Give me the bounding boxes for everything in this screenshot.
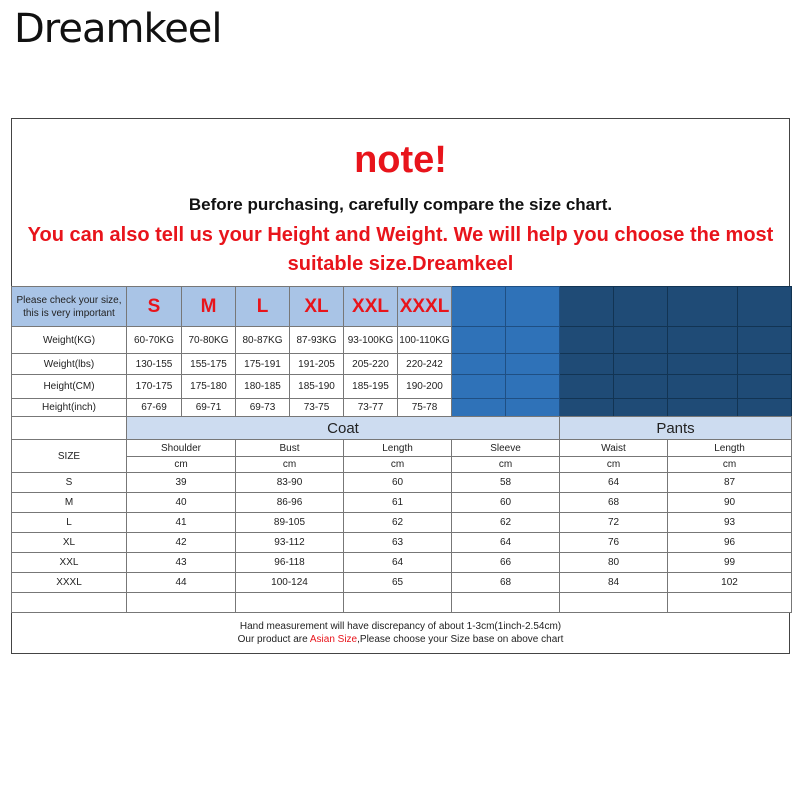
unit-cell: cm — [127, 457, 236, 473]
size-col-header: M — [182, 287, 236, 327]
row-label: Weight(KG) — [12, 327, 127, 354]
notice-line-1: Before purchasing, carefully compare the size chart. — [188, 195, 613, 214]
blank-cell — [344, 593, 452, 613]
table-cell: 100-110KG — [398, 327, 452, 354]
table-row — [12, 513, 792, 533]
table-cell: 175-191 — [236, 354, 290, 375]
size-row — [12, 354, 792, 375]
blank-cell — [668, 327, 738, 354]
blank-row — [12, 593, 792, 613]
table-cell: 90 — [668, 493, 792, 513]
blank-cell — [452, 593, 560, 613]
table-cell: 185-190 — [290, 375, 344, 399]
size-row — [12, 327, 792, 354]
table-cell: 83-90 — [236, 473, 344, 493]
table-cell: 80 — [560, 553, 668, 573]
table-cell: 67-69 — [127, 399, 182, 417]
pants-group-header: Pants — [560, 417, 792, 440]
table-cell: 185-195 — [344, 375, 398, 399]
size-col-header: XL — [290, 287, 344, 327]
blank-cell — [738, 354, 792, 375]
table-cell: 69-71 — [182, 399, 236, 417]
footer-prefix: Our product are — [237, 634, 310, 645]
blank-cell — [452, 327, 506, 354]
column-header: Sleeve — [452, 440, 560, 457]
footer-line-2 — [12, 634, 789, 645]
column-header: Bust — [236, 440, 344, 457]
table-cell: 70-80KG — [182, 327, 236, 354]
table-cell: 80-87KG — [236, 327, 290, 354]
column-header-row — [12, 440, 792, 457]
table-cell: 93-112 — [236, 533, 344, 553]
column-header: Shoulder — [127, 440, 236, 457]
blank-cell — [506, 375, 560, 399]
table-cell: 93 — [668, 513, 792, 533]
size-column-header: SIZE — [12, 440, 127, 473]
unit-cell: cm — [452, 457, 560, 473]
row-label: Height(CM) — [12, 375, 127, 399]
table-cell: 69-73 — [236, 399, 290, 417]
size-cell: S — [12, 473, 127, 493]
table-cell: 62 — [452, 513, 560, 533]
size-cell: L — [12, 513, 127, 533]
blank-cell — [738, 327, 792, 354]
blank-cell — [452, 399, 506, 417]
blank-cell — [614, 287, 668, 327]
size-cell: XL — [12, 533, 127, 553]
blank-cell — [738, 287, 792, 327]
table-cell: 170-175 — [127, 375, 182, 399]
coat-group-header: Coat — [127, 417, 560, 440]
table-cell: 180-185 — [236, 375, 290, 399]
table-cell: 87 — [668, 473, 792, 493]
group-header-row — [12, 417, 792, 440]
size-check-note: Please check your size, this is very important — [12, 287, 127, 327]
blank-cell — [12, 417, 127, 440]
size-table — [11, 286, 792, 417]
size-cell: XXL — [12, 553, 127, 573]
unit-row — [12, 457, 792, 473]
blank-cell — [560, 375, 614, 399]
table-cell: 205-220 — [344, 354, 398, 375]
table-cell: 41 — [127, 513, 236, 533]
table-cell: 65 — [344, 573, 452, 593]
blank-cell — [560, 287, 614, 327]
blank-cell — [668, 287, 738, 327]
table-cell: 102 — [668, 573, 792, 593]
blank-cell — [506, 399, 560, 417]
table-cell: 68 — [560, 493, 668, 513]
blank-cell — [560, 327, 614, 354]
blank-cell — [560, 399, 614, 417]
table-cell: 86-96 — [236, 493, 344, 513]
blank-cell — [560, 354, 614, 375]
table-cell: 93-100KG — [344, 327, 398, 354]
blank-cell — [127, 593, 236, 613]
table-row — [12, 473, 792, 493]
table-cell: 89-105 — [236, 513, 344, 533]
table-cell: 58 — [452, 473, 560, 493]
row-label: Height(inch) — [12, 399, 127, 417]
blank-cell — [668, 399, 738, 417]
table-row — [12, 573, 792, 593]
table-cell: 73-75 — [290, 399, 344, 417]
size-col-header: S — [127, 287, 182, 327]
unit-cell: cm — [668, 457, 792, 473]
size-col-header: XXXL — [398, 287, 452, 327]
footer-line-1: Hand measurement will have discrepancy of about 1-3cm(1inch-2.54cm) — [239, 621, 562, 632]
table-cell: 191-205 — [290, 354, 344, 375]
table-cell: 96-118 — [236, 553, 344, 573]
column-header: Length — [668, 440, 792, 457]
unit-cell: cm — [344, 457, 452, 473]
column-header: Length — [344, 440, 452, 457]
blank-cell — [614, 375, 668, 399]
table-cell: 130-155 — [127, 354, 182, 375]
table-cell: 220-242 — [398, 354, 452, 375]
unit-cell: cm — [236, 457, 344, 473]
table-cell: 66 — [452, 553, 560, 573]
blank-cell — [738, 375, 792, 399]
blank-cell — [506, 287, 560, 327]
table-row — [12, 493, 792, 513]
size-cell: XXXL — [12, 573, 127, 593]
table-cell: 39 — [127, 473, 236, 493]
asian-size-highlight: Asian Size — [309, 634, 358, 645]
table-row — [12, 533, 792, 553]
brand-logo: Dreamkeel — [14, 6, 222, 52]
table-cell: 43 — [127, 553, 236, 573]
row-label: Weight(lbs) — [12, 354, 127, 375]
blank-cell — [506, 327, 560, 354]
size-col-header: L — [236, 287, 290, 327]
table-cell: 100-124 — [236, 573, 344, 593]
blank-cell — [12, 593, 127, 613]
table-cell: 190-200 — [398, 375, 452, 399]
blank-cell — [452, 354, 506, 375]
blank-cell — [614, 399, 668, 417]
table-row — [12, 553, 792, 573]
table-cell: 84 — [560, 573, 668, 593]
blank-cell — [738, 399, 792, 417]
blank-cell — [452, 375, 506, 399]
table-cell: 63 — [344, 533, 452, 553]
table-cell: 64 — [344, 553, 452, 573]
column-header: Waist — [560, 440, 668, 457]
notice-title: note! — [354, 139, 447, 181]
table-cell: 87-93KG — [290, 327, 344, 354]
table-cell: 64 — [452, 533, 560, 553]
table-cell: 72 — [560, 513, 668, 533]
table-cell: 75-78 — [398, 399, 452, 417]
table-cell: 42 — [127, 533, 236, 553]
table-cell: 62 — [344, 513, 452, 533]
table-cell: 96 — [668, 533, 792, 553]
blank-cell — [506, 354, 560, 375]
size-row — [12, 375, 792, 399]
size-chart-sheet — [11, 118, 790, 654]
table-cell: 155-175 — [182, 354, 236, 375]
blank-cell — [452, 287, 506, 327]
table-cell: 73-77 — [344, 399, 398, 417]
blank-cell — [668, 354, 738, 375]
blank-cell — [668, 375, 738, 399]
size-header-row — [12, 287, 792, 327]
table-cell: 40 — [127, 493, 236, 513]
blank-cell — [236, 593, 344, 613]
blank-cell — [614, 354, 668, 375]
table-cell: 64 — [560, 473, 668, 493]
footer-suffix: ,Please choose your Size base on above chart — [357, 634, 564, 645]
size-cell: M — [12, 493, 127, 513]
table-cell: 60 — [344, 473, 452, 493]
table-cell: 175-180 — [182, 375, 236, 399]
unit-cell: cm — [560, 457, 668, 473]
measurement-table — [11, 416, 792, 613]
size-col-header: XXL — [344, 287, 398, 327]
table-cell: 99 — [668, 553, 792, 573]
table-cell: 60-70KG — [127, 327, 182, 354]
notice-line-2: You can also tell us your Height and Weight. We will help you choose the most suitable size.Dreamkeel — [27, 224, 774, 275]
notice-block — [12, 119, 789, 287]
blank-cell — [560, 593, 668, 613]
table-cell: 61 — [344, 493, 452, 513]
size-row — [12, 399, 792, 417]
blank-cell — [614, 327, 668, 354]
table-cell: 60 — [452, 493, 560, 513]
table-cell: 68 — [452, 573, 560, 593]
blank-cell — [668, 593, 792, 613]
table-cell: 76 — [560, 533, 668, 553]
table-cell: 44 — [127, 573, 236, 593]
